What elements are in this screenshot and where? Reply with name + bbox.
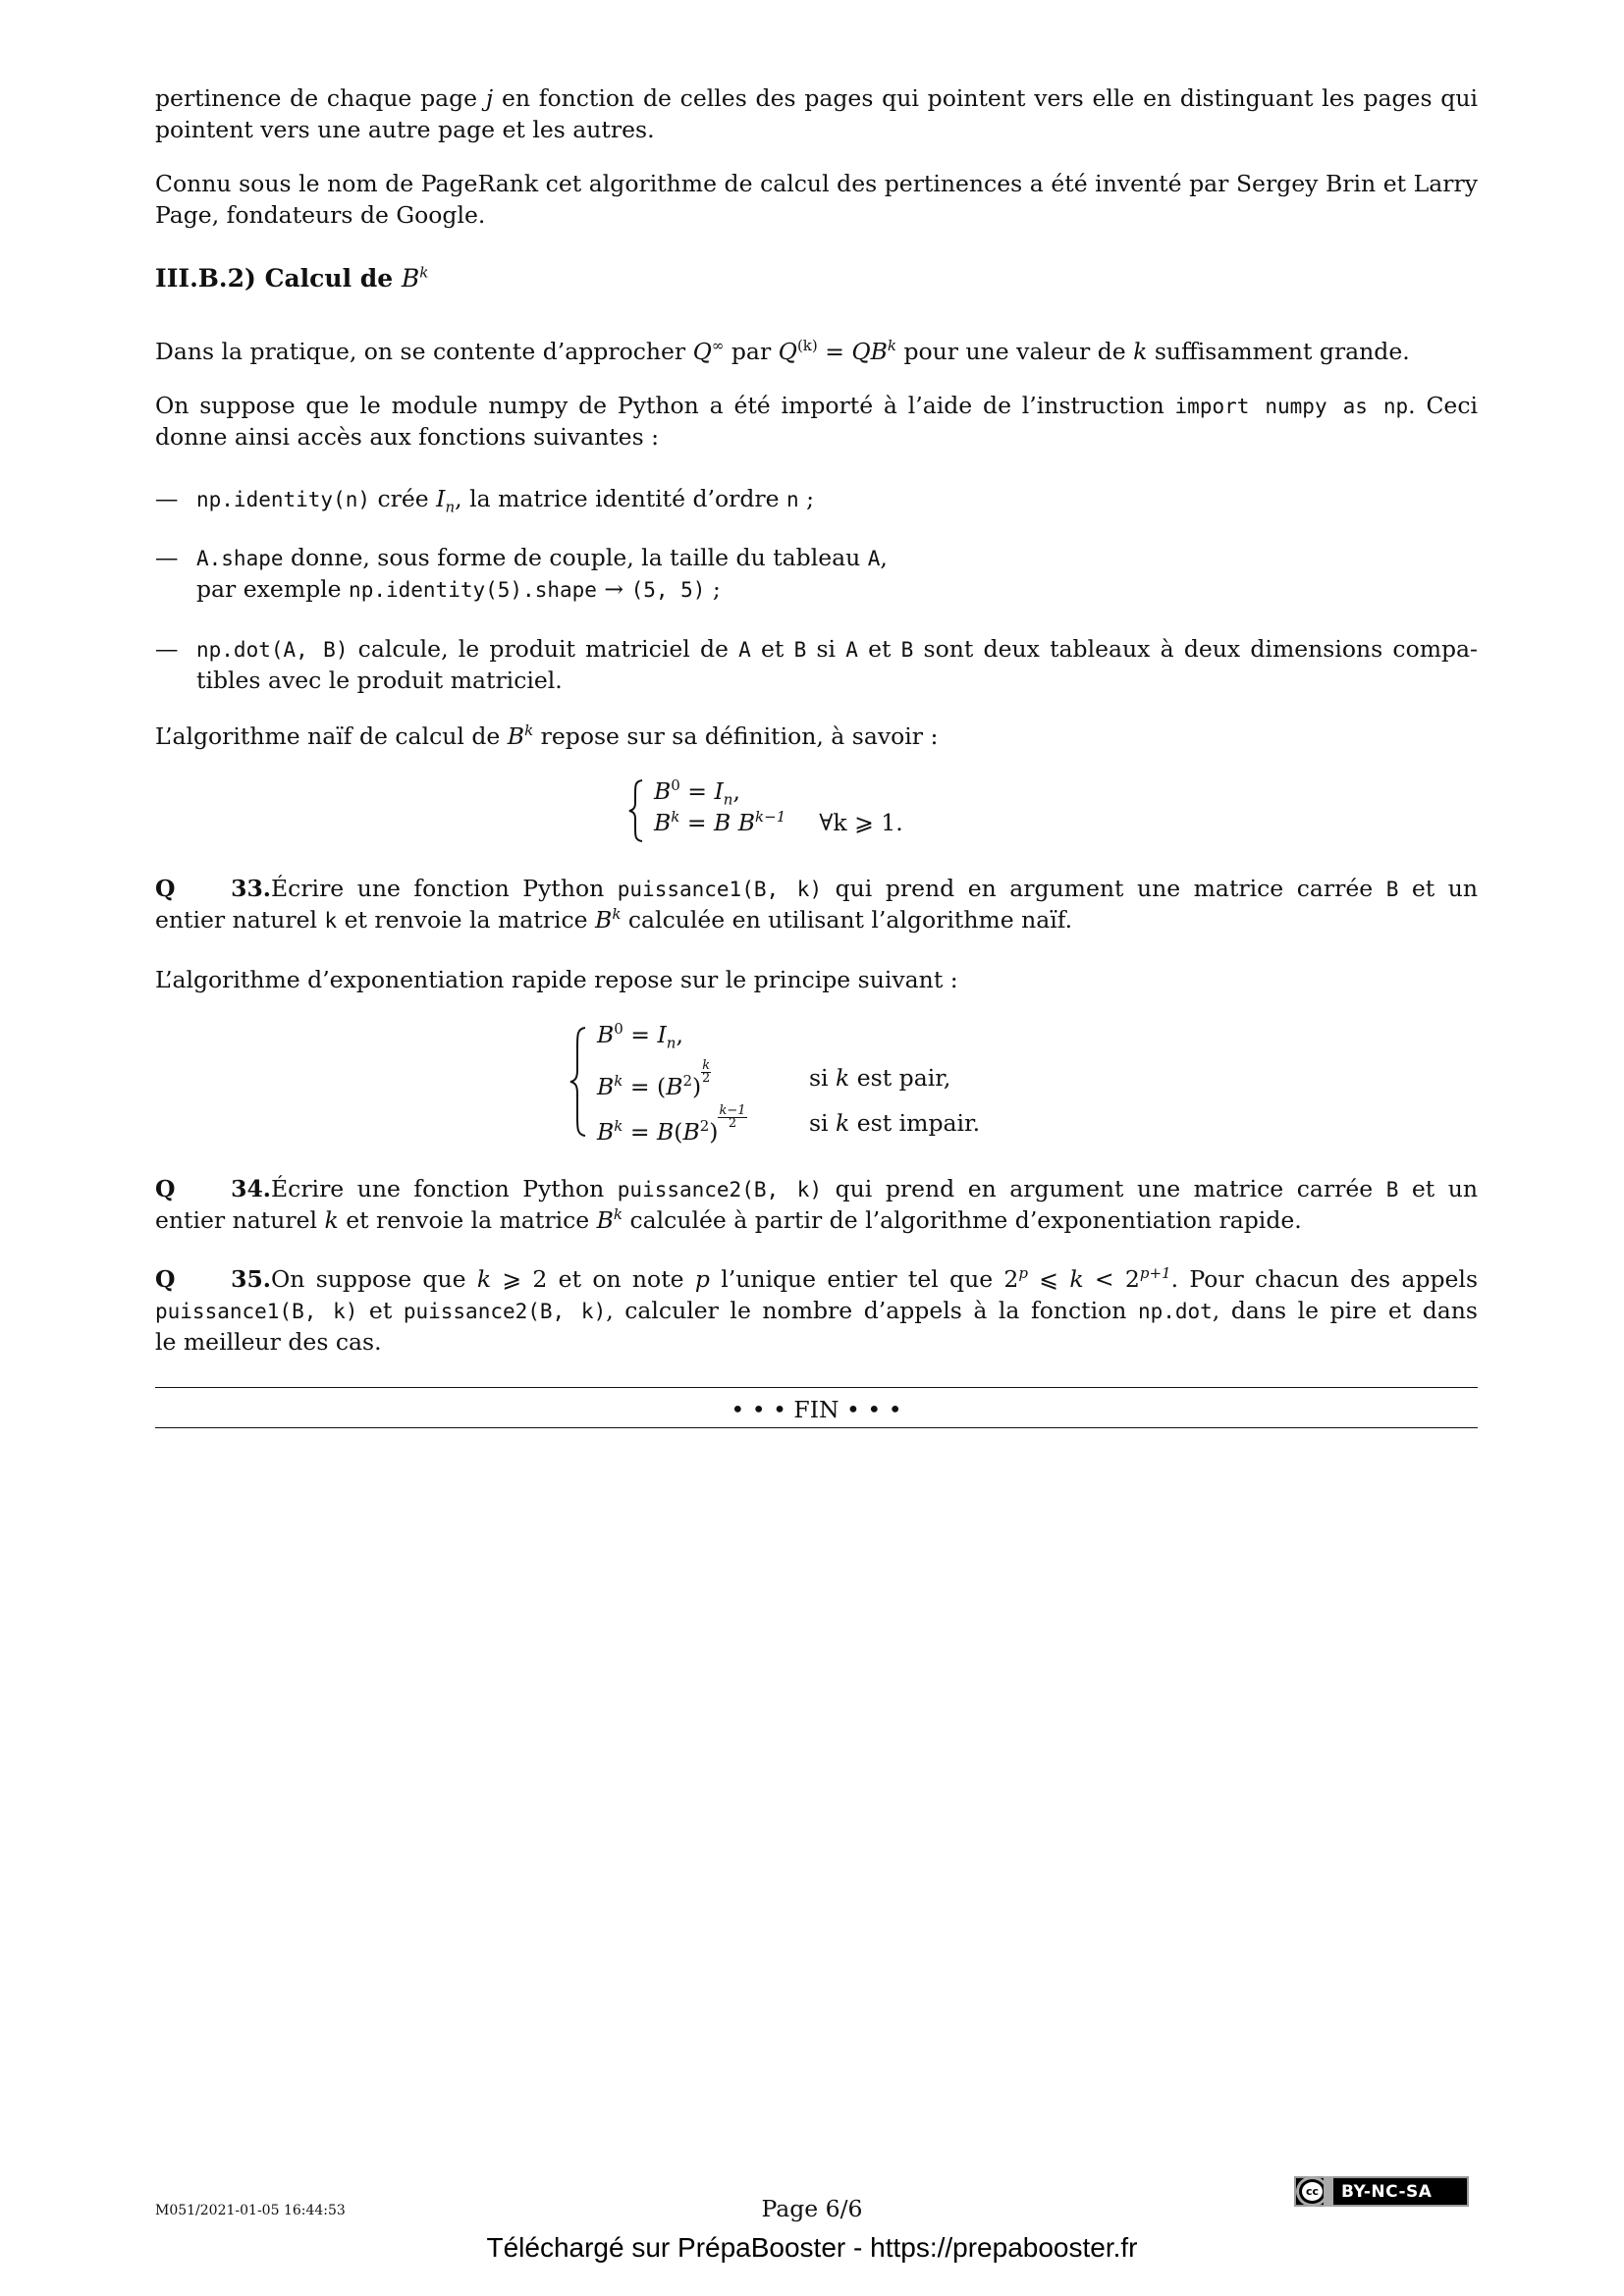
- text: qui prend en argument une matrice carrée: [822, 875, 1386, 902]
- fraction-denominator: 2: [728, 1116, 737, 1131]
- formula-condition: [809, 1109, 980, 1137]
- fast-exponentiation-intro: L’algorithme d’exponentiation rapide repose sur le principe suivant :: [155, 966, 958, 993]
- question-label: Q 33.: [155, 875, 271, 902]
- equals: = (: [623, 1072, 667, 1100]
- question-34-line-1: [155, 1173, 1478, 1205]
- question-35-line-2: [155, 1295, 1478, 1327]
- text: est impair.: [849, 1109, 981, 1137]
- text: Écrire une fonction Python: [271, 1175, 618, 1202]
- code: B: [1385, 878, 1399, 901]
- text: calculée en utilisant l’algorithme naïf.: [621, 906, 1073, 934]
- text: . Pour chacun des appels: [1170, 1265, 1479, 1293]
- math-var: B: [595, 906, 613, 934]
- math-var: B: [657, 1117, 675, 1146]
- code: np.dot(A, B): [196, 638, 349, 662]
- function-list-item: [155, 633, 1478, 666]
- text: si: [806, 635, 846, 663]
- formula-row: [597, 1020, 683, 1052]
- text: et un: [1398, 875, 1478, 902]
- text: ;: [798, 485, 815, 512]
- intro-paragraph-line-1: [155, 82, 1478, 114]
- fraction-denominator: 2: [701, 1071, 711, 1086]
- question-label: Q 34.: [155, 1175, 271, 1202]
- math-var: B: [682, 1117, 700, 1146]
- fraction-numerator: k−1: [719, 1103, 746, 1118]
- math-var: Q: [692, 338, 712, 365]
- math-var: k: [836, 1064, 850, 1092]
- text: ;: [705, 575, 721, 603]
- list-dash: —: [155, 485, 179, 512]
- equals: =: [623, 1117, 658, 1146]
- code: k: [324, 909, 338, 933]
- math-var: Q: [778, 338, 797, 365]
- function-list-item-continuation: [196, 573, 1478, 606]
- math-exponent: 0: [614, 1020, 623, 1039]
- math-var: k: [1069, 1265, 1084, 1293]
- text: ,: [676, 1021, 683, 1048]
- text: est pair,: [849, 1064, 951, 1092]
- text: suffisamment grande.: [1147, 338, 1410, 365]
- text: si: [809, 1109, 837, 1137]
- math-var: B: [507, 722, 525, 750]
- code: puissance2(B, k): [617, 1178, 823, 1201]
- math-var: B: [597, 1117, 615, 1146]
- math-exponent: k: [671, 808, 680, 827]
- text: repose sur sa définition, à savoir :: [533, 722, 939, 750]
- fraction-numerator: k: [702, 1058, 711, 1073]
- math-exponent: ∞: [711, 337, 725, 355]
- question-34-line-2: [155, 1204, 1478, 1236]
- code: n: [786, 488, 799, 511]
- document-code: M051/2021-01-05 16:44:53: [155, 2203, 346, 2218]
- intro-paragraph-line-2: pointent vers une autre page et les autres.: [155, 116, 655, 143]
- math-exponent: 2: [699, 1117, 710, 1135]
- paren: (: [674, 1117, 683, 1146]
- text: pour une valeur de: [896, 338, 1134, 365]
- math-var: I: [436, 485, 446, 512]
- formula-condition: [809, 1064, 950, 1092]
- code: A.shape: [196, 547, 284, 570]
- text: calcule, le produit matriciel de: [348, 635, 739, 663]
- section-heading: [155, 263, 1478, 294]
- code: puissance2(B, k): [403, 1300, 607, 1323]
- text: ⩽: [1028, 1265, 1070, 1293]
- fraction-exponent: [718, 1105, 746, 1130]
- naive-algorithm-intro: [155, 721, 1478, 752]
- math-subscript: n: [723, 790, 733, 809]
- code: A: [867, 547, 881, 570]
- code: import numpy as np: [1174, 395, 1409, 418]
- question-33-line-2: [155, 904, 1478, 936]
- list-dash: —: [155, 544, 179, 571]
- license-text: BY-NC-SA: [1341, 2181, 1433, 2202]
- text: et un: [1398, 1175, 1478, 1202]
- math-exponent: k: [614, 1117, 623, 1135]
- page-number: Page 6/6: [761, 2195, 863, 2222]
- code: puissance1(B, k): [617, 878, 823, 901]
- creative-commons-icon: cc: [1299, 2179, 1326, 2204]
- code: np.identity(5).shape: [349, 578, 597, 602]
- text: entier naturel: [155, 906, 325, 934]
- formula-row: [597, 1103, 747, 1146]
- text: < 2: [1083, 1265, 1140, 1293]
- math-var: B: [401, 264, 420, 293]
- text: et renvoie la matrice: [337, 906, 596, 934]
- question-33-line-1: [155, 873, 1478, 905]
- math-exponent: k: [524, 721, 534, 740]
- code: A: [845, 638, 858, 662]
- text: et: [750, 635, 794, 663]
- math-var: j: [485, 84, 494, 112]
- text: Écrire une fonction Python: [271, 875, 618, 902]
- text: On suppose que le module numpy de Python a été importé à l’aide de l’instruction: [155, 392, 1175, 419]
- text: ,: [880, 544, 888, 571]
- end-rule-bottom: [155, 1427, 1478, 1428]
- math-var: I: [714, 777, 724, 805]
- math-var: B: [596, 1206, 614, 1234]
- end-rule-top: [155, 1387, 1478, 1388]
- math-subscript: n: [445, 498, 456, 516]
- question-label: Q 35.: [155, 1265, 271, 1293]
- badge-divider: [1324, 2176, 1333, 2207]
- math-exponent: k−1: [755, 808, 786, 827]
- math-exponent: k: [612, 905, 622, 924]
- code: B: [1385, 1178, 1399, 1201]
- left-brace-icon: [628, 779, 644, 842]
- list-dash: —: [155, 635, 179, 663]
- code: A: [738, 638, 751, 662]
- code: puissance1(B, k): [155, 1300, 358, 1323]
- text: calculée à partir de l’algorithme d’exponentiation rapide.: [623, 1206, 1302, 1234]
- pagerank-paragraph-line-1: Connu sous le nom de PageRank cet algorithme de calcul des pertinences a été inventé par Sergey Brin et Larry: [155, 170, 1478, 197]
- section-number: III.B.2): [155, 264, 256, 293]
- condition: ∀k ⩾ 1.: [819, 809, 903, 836]
- code: B: [793, 638, 807, 662]
- math-subscript: n: [666, 1034, 677, 1052]
- naive-definition-formula: [628, 777, 1041, 846]
- text: en fonction de celles des pages qui pointent vers elle en distinguant les pages qui: [493, 84, 1478, 112]
- text: Dans la pratique, on se contente d’approcher: [155, 338, 693, 365]
- math-exponent: k: [419, 263, 429, 282]
- question-35-line-3: le meilleur des cas.: [155, 1328, 382, 1356]
- math-var: B: [597, 1021, 615, 1048]
- math-exponent: 2: [682, 1072, 693, 1090]
- math-var: B: [654, 809, 672, 836]
- question-35-line-1: [155, 1263, 1478, 1295]
- text: On suppose que: [271, 1265, 477, 1293]
- math-var: B: [597, 1072, 615, 1100]
- math-exponent: (k): [796, 337, 818, 355]
- paren: ): [709, 1117, 719, 1146]
- math-var: I: [657, 1021, 667, 1048]
- math-var: k: [324, 1206, 339, 1234]
- equals: =: [679, 809, 715, 836]
- fraction-exponent: [701, 1060, 711, 1085]
- function-list-item-continuation: tibles avec le produit matriciel.: [196, 667, 563, 694]
- math-exponent: k: [887, 337, 897, 355]
- code: np.identity(n): [196, 488, 371, 511]
- numpy-paragraph-line-1: [155, 390, 1478, 422]
- download-source-link[interactable]: Téléchargé sur PrépaBooster - https://prepabooster.fr: [486, 2232, 1138, 2263]
- math-var: k: [476, 1265, 492, 1293]
- pagerank-paragraph-line-2: Page, fondateurs de Google.: [155, 201, 486, 229]
- function-list-item: [155, 483, 1478, 515]
- equals: =: [679, 777, 715, 805]
- code: (5, 5): [630, 578, 706, 602]
- math-var: k: [1133, 338, 1148, 365]
- fast-exponentiation-formula: [569, 1021, 1021, 1148]
- math-exponent: 0: [671, 776, 680, 795]
- text: qui prend en argument une matrice carrée: [822, 1175, 1386, 1202]
- formula-row: [654, 776, 740, 809]
- text: l’unique entier tel que 2: [709, 1265, 1019, 1293]
- arrow: →: [596, 575, 631, 603]
- text: pertinence de chaque page: [155, 84, 486, 112]
- text: , calculer le nombre d’appels à la fonction: [606, 1297, 1138, 1324]
- math-exponent: p: [1018, 1264, 1028, 1283]
- math-exponent: k: [614, 1072, 623, 1090]
- function-list-item: [155, 542, 1478, 574]
- code: B: [900, 638, 914, 662]
- code: np.dot: [1137, 1300, 1213, 1323]
- text: ,: [732, 777, 740, 805]
- formula-row: [654, 809, 903, 836]
- text: et: [357, 1297, 404, 1324]
- numpy-paragraph-line-2: donne ainsi accès aux fonctions suivantes :: [155, 423, 660, 451]
- math-var: B: [654, 777, 672, 805]
- text: et renvoie la matrice: [338, 1206, 597, 1234]
- paren: ): [692, 1072, 702, 1100]
- text: =: [817, 338, 852, 365]
- text: crée: [370, 485, 437, 512]
- approx-paragraph: [155, 336, 1478, 367]
- text: si: [809, 1064, 837, 1092]
- text: ⩾ 2 et on note: [491, 1265, 695, 1293]
- text: par exemple: [196, 575, 350, 603]
- text: entier naturel: [155, 1206, 325, 1234]
- math-var: p: [694, 1265, 710, 1293]
- text: donne, sous forme de couple, la taille du tableau: [283, 544, 868, 571]
- text: . Ceci: [1408, 392, 1479, 419]
- math-exponent: k: [613, 1205, 623, 1224]
- text: par: [724, 338, 779, 365]
- math-exponent: p+1: [1139, 1264, 1171, 1283]
- text: , dans le pire et dans: [1212, 1297, 1478, 1324]
- end-marker: • • • FIN • • •: [731, 1396, 902, 1423]
- text: L’algorithme naïf de calcul de: [155, 722, 508, 750]
- text: et: [857, 635, 901, 663]
- section-title: Calcul de: [264, 264, 394, 293]
- left-brace-icon: [569, 1027, 587, 1137]
- text: sont deux tableaux à deux dimensions compa-: [913, 635, 1478, 663]
- math-var: B: [666, 1072, 683, 1100]
- formula-row: [597, 1058, 711, 1100]
- text: , la matrice identité d’ordre: [455, 485, 787, 512]
- math-var: B B: [714, 809, 756, 836]
- license-badge: [1294, 2176, 1469, 2207]
- math-var: k: [836, 1109, 850, 1137]
- math-var: QB: [851, 338, 888, 365]
- equals: =: [623, 1021, 658, 1048]
